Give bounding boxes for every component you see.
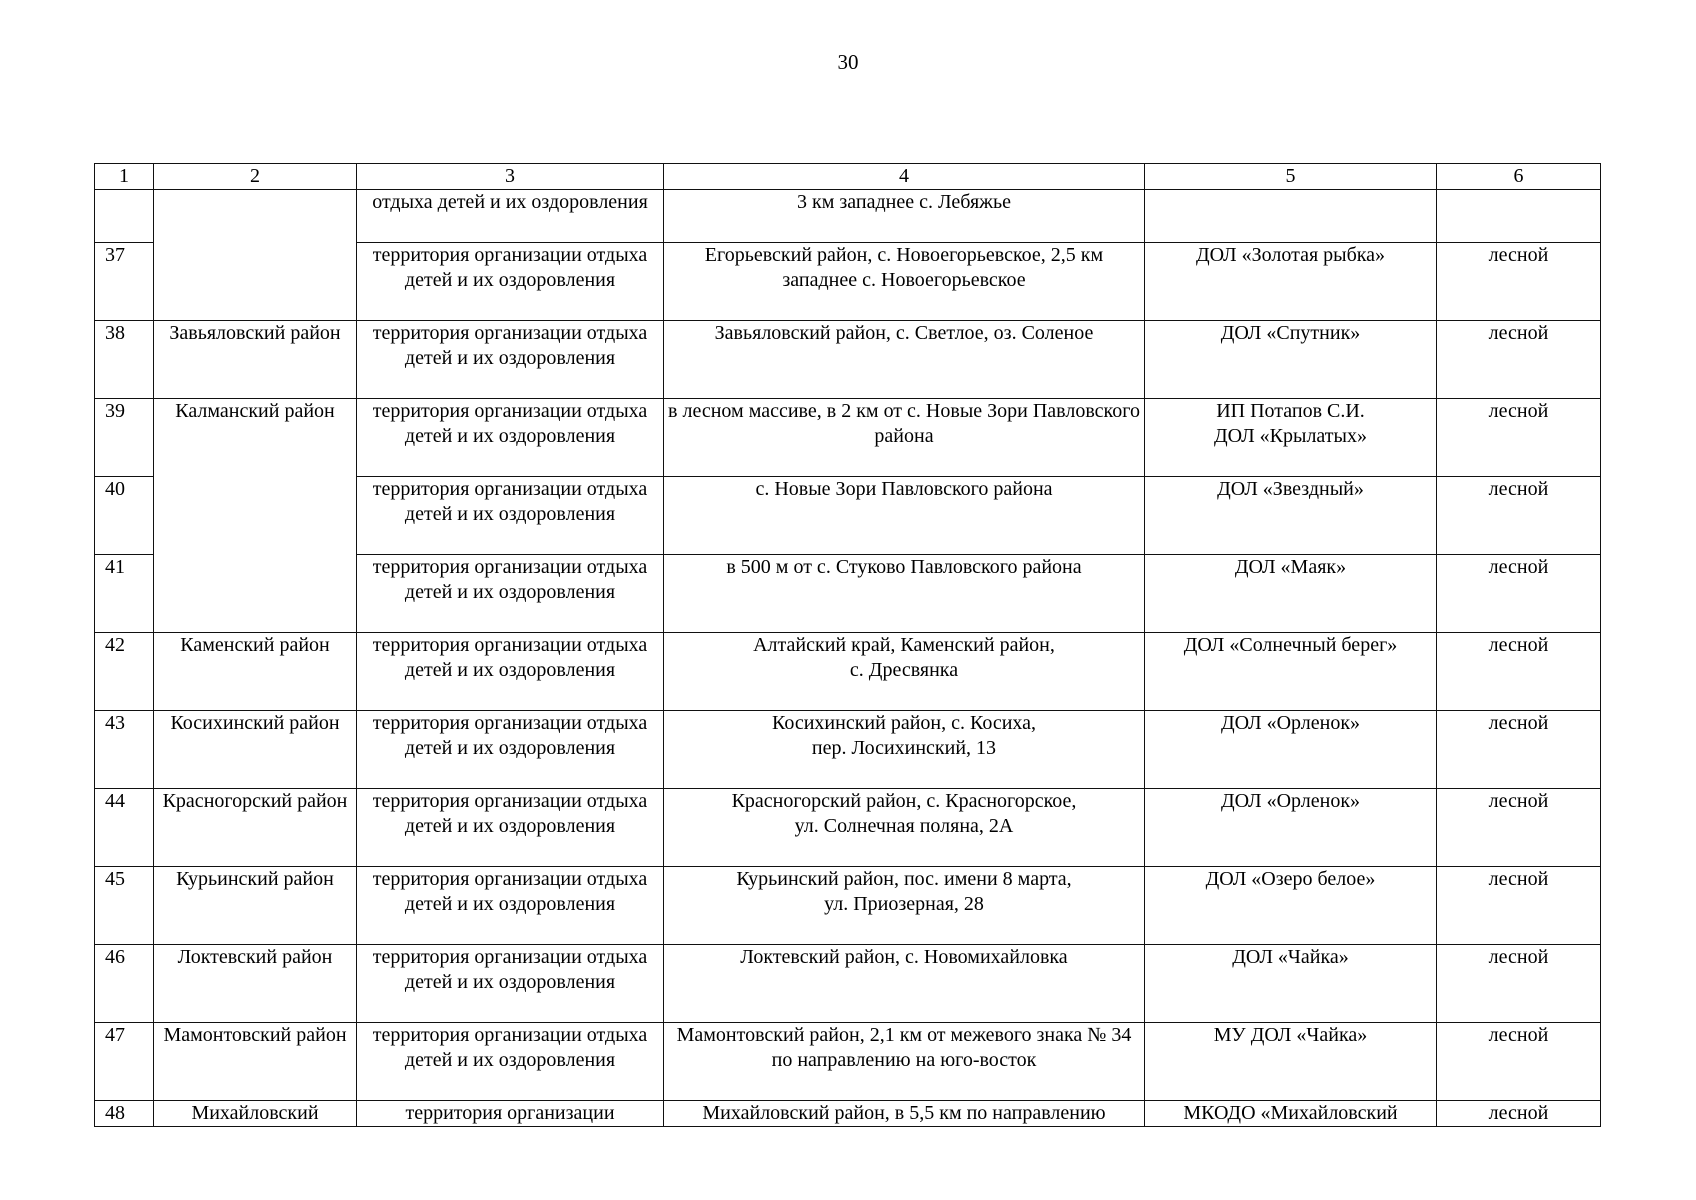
row-number: 37 <box>95 243 154 321</box>
address-line: ул. Приозерная, 28 <box>824 892 984 915</box>
organization-cell <box>1145 399 1437 477</box>
organization-cell: МКОДО «Михайловский <box>1145 1101 1437 1127</box>
organization-cell: ДОЛ «Озеро белое» <box>1145 867 1437 945</box>
address-cell <box>664 867 1145 945</box>
col-header-5: 5 <box>1145 164 1437 190</box>
address-line: Курьинский район, пос. имени 8 марта, <box>736 868 1072 890</box>
address-cell: в 500 м от с. Стуково Павловского района <box>664 555 1145 633</box>
address-line: Косихинский район, с. Косиха, <box>771 712 1037 734</box>
col-header-4: 4 <box>664 164 1145 190</box>
col-header-6: 6 <box>1437 164 1601 190</box>
zone-cell: лесной <box>1437 867 1601 945</box>
organization-cell: ДОЛ «Орленок» <box>1145 789 1437 867</box>
table-row <box>95 789 1601 867</box>
district-cell: Каменский район <box>154 633 357 711</box>
object-type-cell: территория организации отдыха детей и их оздоровления <box>357 243 664 321</box>
table-row <box>95 1101 1601 1127</box>
table-row <box>95 321 1601 399</box>
organization-cell: ДОЛ «Солнечный берег» <box>1145 633 1437 711</box>
organization-name: ДОЛ «Крылатых» <box>1214 424 1367 447</box>
table-row <box>95 190 1601 243</box>
district-cell: Локтевский район <box>154 945 357 1023</box>
object-type-cell: территория организации <box>357 1101 664 1127</box>
address-cell <box>664 789 1145 867</box>
object-type-cell: территория организации отдыха детей и их оздоровления <box>357 321 664 399</box>
table-row <box>95 711 1601 789</box>
row-number: 40 <box>95 477 154 555</box>
row-number: 42 <box>95 633 154 711</box>
address-cell <box>664 711 1145 789</box>
row-number: 38 <box>95 321 154 399</box>
row-number: 45 <box>95 867 154 945</box>
district-cell <box>154 190 357 321</box>
row-number: 44 <box>95 789 154 867</box>
zone-cell: лесной <box>1437 555 1601 633</box>
address-cell: с. Новые Зори Павловского района <box>664 477 1145 555</box>
object-type-cell: территория организации отдыха детей и их оздоровления <box>357 555 664 633</box>
district-cell: Завьяловский район <box>154 321 357 399</box>
registry-table <box>94 163 1601 1127</box>
table-row <box>95 867 1601 945</box>
organization-cell <box>1145 190 1437 243</box>
address-cell: Локтевский район, с. Новомихайловка <box>664 945 1145 1023</box>
organization-cell: ДОЛ «Золотая рыбка» <box>1145 243 1437 321</box>
object-type-cell: территория организации отдыха детей и их оздоровления <box>357 945 664 1023</box>
zone-cell: лесной <box>1437 243 1601 321</box>
organization-cell: ДОЛ «Орленок» <box>1145 711 1437 789</box>
row-number: 48 <box>95 1101 154 1127</box>
table-row <box>95 399 1601 477</box>
district-cell: Курьинский район <box>154 867 357 945</box>
address-line: Красногорский район, с. Красногорское, <box>731 790 1077 812</box>
address-cell: Михайловский район, в 5,5 км по направлению <box>664 1101 1145 1127</box>
address-cell <box>664 633 1145 711</box>
zone-cell: лесной <box>1437 789 1601 867</box>
zone-cell: лесной <box>1437 633 1601 711</box>
zone-cell: лесной <box>1437 945 1601 1023</box>
organization-owner: ИП Потапов С.И. <box>1216 400 1365 422</box>
district-cell: Михайловский <box>154 1101 357 1127</box>
district-cell: Мамонтовский район <box>154 1023 357 1101</box>
object-type-cell: территория организации отдыха детей и их оздоровления <box>357 633 664 711</box>
district-cell: Косихинский район <box>154 711 357 789</box>
organization-cell: ДОЛ «Маяк» <box>1145 555 1437 633</box>
table-row <box>95 1023 1601 1101</box>
row-number: 47 <box>95 1023 154 1101</box>
object-type-cell: территория организации отдыха детей и их оздоровления <box>357 1023 664 1101</box>
zone-cell: лесной <box>1437 711 1601 789</box>
organization-cell: МУ ДОЛ «Чайка» <box>1145 1023 1437 1101</box>
object-type-cell: территория организации отдыха детей и их оздоровления <box>357 789 664 867</box>
address-line: с. Дресвянка <box>849 658 959 681</box>
header-row <box>95 164 1601 190</box>
object-type-cell: территория организации отдыха детей и их оздоровления <box>357 399 664 477</box>
address-line: Алтайский край, Каменский район, <box>753 634 1055 656</box>
col-header-2: 2 <box>154 164 357 190</box>
zone-cell: лесной <box>1437 399 1601 477</box>
address-line: пер. Лосихинский, 13 <box>811 736 997 759</box>
organization-cell: ДОЛ «Спутник» <box>1145 321 1437 399</box>
table-row <box>95 633 1601 711</box>
row-number: 43 <box>95 711 154 789</box>
zone-cell: лесной <box>1437 477 1601 555</box>
table-row <box>95 945 1601 1023</box>
object-type-cell: территория организации отдыха детей и их оздоровления <box>357 867 664 945</box>
object-type-cell: территория организации отдыха детей и их оздоровления <box>357 711 664 789</box>
organization-cell: ДОЛ «Чайка» <box>1145 945 1437 1023</box>
row-number: 46 <box>95 945 154 1023</box>
row-number: 39 <box>95 399 154 477</box>
address-cell: Мамонтовский район, 2,1 км от межевого знака № 34 по направлению на юго-восток <box>664 1023 1145 1101</box>
district-cell: Красногорский район <box>154 789 357 867</box>
organization-cell: ДОЛ «Звездный» <box>1145 477 1437 555</box>
zone-cell: лесной <box>1437 1023 1601 1101</box>
address-cell: Завьяловский район, с. Светлое, оз. Соленое <box>664 321 1145 399</box>
row-number <box>95 190 154 243</box>
zone-cell: лесной <box>1437 1101 1601 1127</box>
address-cell: 3 км западнее с. Лебяжье <box>664 190 1145 243</box>
address-line: ул. Солнечная поляна, 2А <box>794 814 1014 837</box>
row-number: 41 <box>95 555 154 633</box>
col-header-1: 1 <box>95 164 154 190</box>
page-number: 30 <box>837 50 859 74</box>
object-type-cell: территория организации отдыха детей и их оздоровления <box>357 477 664 555</box>
address-cell: Егорьевский район, с. Новоегорьевское, 2,5 км западнее с. Новоегорьевское <box>664 243 1145 321</box>
address-cell: в лесном массиве, в 2 км от с. Новые Зори Павловского района <box>664 399 1145 477</box>
object-type-cell: отдыха детей и их оздоровления <box>357 190 664 243</box>
col-header-3: 3 <box>357 164 664 190</box>
zone-cell: лесной <box>1437 321 1601 399</box>
zone-cell <box>1437 190 1601 243</box>
district-cell: Калманский район <box>154 399 357 633</box>
